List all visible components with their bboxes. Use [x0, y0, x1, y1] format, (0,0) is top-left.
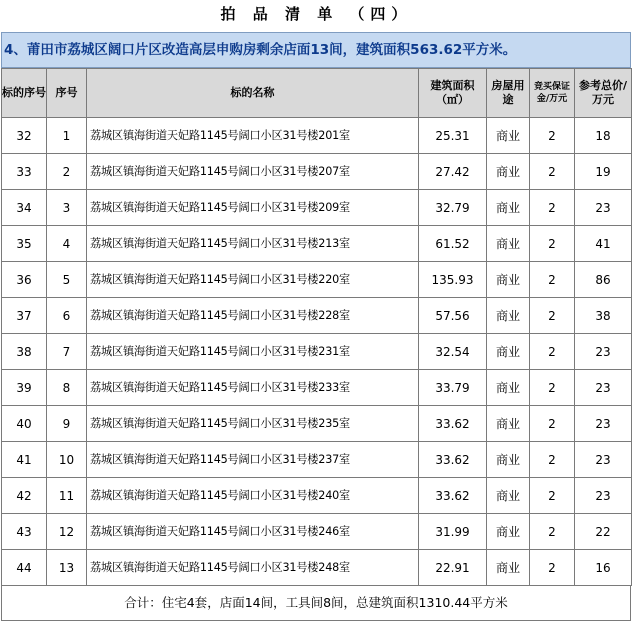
- table-row: [2, 118, 632, 154]
- cell-usage: 商业: [487, 154, 530, 190]
- cell-seq: 12: [47, 514, 87, 550]
- cell-lot-no: 42: [2, 478, 47, 514]
- cell-seq: 9: [47, 406, 87, 442]
- cell-deposit: 2: [530, 550, 575, 586]
- cell-lot-no: 41: [2, 442, 47, 478]
- cell-usage: 商业: [487, 514, 530, 550]
- cell-ref-price: 23: [575, 190, 632, 226]
- table-row: [2, 298, 632, 334]
- cell-usage: 商业: [487, 334, 530, 370]
- cell-ref-price: 41: [575, 226, 632, 262]
- cell-deposit: 2: [530, 514, 575, 550]
- cell-deposit: 2: [530, 406, 575, 442]
- cell-ref-price: 23: [575, 334, 632, 370]
- col-ref-price: 参考总价/万元: [575, 69, 632, 118]
- cell-seq: 10: [47, 442, 87, 478]
- cell-area: 25.31: [419, 118, 487, 154]
- cell-usage: 商业: [487, 262, 530, 298]
- cell-deposit: 2: [530, 478, 575, 514]
- cell-ref-price: 16: [575, 550, 632, 586]
- cell-ref-price: 18: [575, 118, 632, 154]
- table-row: [2, 190, 632, 226]
- cell-lot-no: 38: [2, 334, 47, 370]
- table-row: [2, 478, 632, 514]
- cell-deposit: 2: [530, 154, 575, 190]
- cell-name: 荔城区镇海街道天妃路1145号阔口小区31号楼220室: [87, 262, 419, 298]
- table-row: [2, 514, 632, 550]
- cell-area: 32.79: [419, 190, 487, 226]
- cell-name: 荔城区镇海街道天妃路1145号阔口小区31号楼233室: [87, 370, 419, 406]
- cell-name: 荔城区镇海街道天妃路1145号阔口小区31号楼248室: [87, 550, 419, 586]
- cell-name: 荔城区镇海街道天妃路1145号阔口小区31号楼201室: [87, 118, 419, 154]
- cell-area: 57.56: [419, 298, 487, 334]
- table-row: [2, 550, 632, 586]
- cell-deposit: 2: [530, 190, 575, 226]
- cell-name: 荔城区镇海街道天妃路1145号阔口小区31号楼237室: [87, 442, 419, 478]
- cell-name: 荔城区镇海街道天妃路1145号阔口小区31号楼209室: [87, 190, 419, 226]
- col-deposit: 竞买保证金/万元: [530, 69, 575, 118]
- cell-ref-price: 19: [575, 154, 632, 190]
- cell-usage: 商业: [487, 406, 530, 442]
- cell-ref-price: 23: [575, 370, 632, 406]
- col-name: 标的名称: [87, 69, 419, 118]
- cell-ref-price: 23: [575, 478, 632, 514]
- cell-deposit: 2: [530, 334, 575, 370]
- cell-area: 22.91: [419, 550, 487, 586]
- table-header-row: [2, 69, 632, 118]
- summary-footer: 合计：住宅4套，店面14间，工具间8间，总建筑面积1310.44平方米: [1, 585, 631, 621]
- cell-area: 27.42: [419, 154, 487, 190]
- cell-ref-price: 86: [575, 262, 632, 298]
- cell-lot-no: 39: [2, 370, 47, 406]
- cell-area: 33.62: [419, 442, 487, 478]
- cell-area: 33.79: [419, 370, 487, 406]
- cell-deposit: 2: [530, 370, 575, 406]
- cell-name: 荔城区镇海街道天妃路1145号阔口小区31号楼213室: [87, 226, 419, 262]
- cell-lot-no: 43: [2, 514, 47, 550]
- cell-usage: 商业: [487, 190, 530, 226]
- table-row: [2, 442, 632, 478]
- cell-lot-no: 35: [2, 226, 47, 262]
- cell-deposit: 2: [530, 226, 575, 262]
- cell-name: 荔城区镇海街道天妃路1145号阔口小区31号楼228室: [87, 298, 419, 334]
- auction-table: [1, 68, 632, 586]
- cell-usage: 商业: [487, 550, 530, 586]
- cell-deposit: 2: [530, 262, 575, 298]
- cell-seq: 5: [47, 262, 87, 298]
- cell-ref-price: 23: [575, 406, 632, 442]
- table-row: [2, 262, 632, 298]
- cell-seq: 2: [47, 154, 87, 190]
- cell-area: 135.93: [419, 262, 487, 298]
- cell-area: 33.62: [419, 406, 487, 442]
- cell-lot-no: 34: [2, 190, 47, 226]
- cell-seq: 3: [47, 190, 87, 226]
- cell-deposit: 2: [530, 298, 575, 334]
- cell-name: 荔城区镇海街道天妃路1145号阔口小区31号楼246室: [87, 514, 419, 550]
- cell-seq: 7: [47, 334, 87, 370]
- document-title: 拍 品 清 单 （四）: [220, 5, 413, 23]
- table-row: [2, 334, 632, 370]
- cell-area: 32.54: [419, 334, 487, 370]
- cell-seq: 13: [47, 550, 87, 586]
- cell-lot-no: 37: [2, 298, 47, 334]
- cell-name: 荔城区镇海街道天妃路1145号阔口小区31号楼240室: [87, 478, 419, 514]
- cell-seq: 4: [47, 226, 87, 262]
- cell-area: 61.52: [419, 226, 487, 262]
- cell-usage: 商业: [487, 118, 530, 154]
- cell-lot-no: 32: [2, 118, 47, 154]
- cell-seq: 11: [47, 478, 87, 514]
- cell-ref-price: 22: [575, 514, 632, 550]
- cell-deposit: 2: [530, 118, 575, 154]
- table-row: [2, 370, 632, 406]
- cell-ref-price: 23: [575, 442, 632, 478]
- table-row: [2, 226, 632, 262]
- table-row: [2, 154, 632, 190]
- cell-name: 荔城区镇海街道天妃路1145号阔口小区31号楼231室: [87, 334, 419, 370]
- cell-lot-no: 40: [2, 406, 47, 442]
- cell-seq: 6: [47, 298, 87, 334]
- cell-lot-no: 33: [2, 154, 47, 190]
- cell-area: 33.62: [419, 478, 487, 514]
- section-banner: 4、莆田市荔城区阔口片区改造高层申购房剩余店面13间，建筑面积563.62平方米。: [1, 32, 631, 68]
- col-lot-no: 标的序号: [2, 69, 47, 118]
- cell-deposit: 2: [530, 442, 575, 478]
- cell-usage: 商业: [487, 226, 530, 262]
- col-seq: 序号: [47, 69, 87, 118]
- cell-lot-no: 44: [2, 550, 47, 586]
- cell-name: 荔城区镇海街道天妃路1145号阔口小区31号楼207室: [87, 154, 419, 190]
- cell-ref-price: 38: [575, 298, 632, 334]
- cell-usage: 商业: [487, 478, 530, 514]
- table-row: [2, 406, 632, 442]
- cell-seq: 1: [47, 118, 87, 154]
- col-area: 建筑面积（㎡）: [419, 69, 487, 118]
- cell-usage: 商业: [487, 370, 530, 406]
- cell-usage: 商业: [487, 442, 530, 478]
- cell-lot-no: 36: [2, 262, 47, 298]
- cell-seq: 8: [47, 370, 87, 406]
- cell-area: 31.99: [419, 514, 487, 550]
- cell-name: 荔城区镇海街道天妃路1145号阔口小区31号楼235室: [87, 406, 419, 442]
- col-usage: 房屋用途: [487, 69, 530, 118]
- cell-usage: 商业: [487, 298, 530, 334]
